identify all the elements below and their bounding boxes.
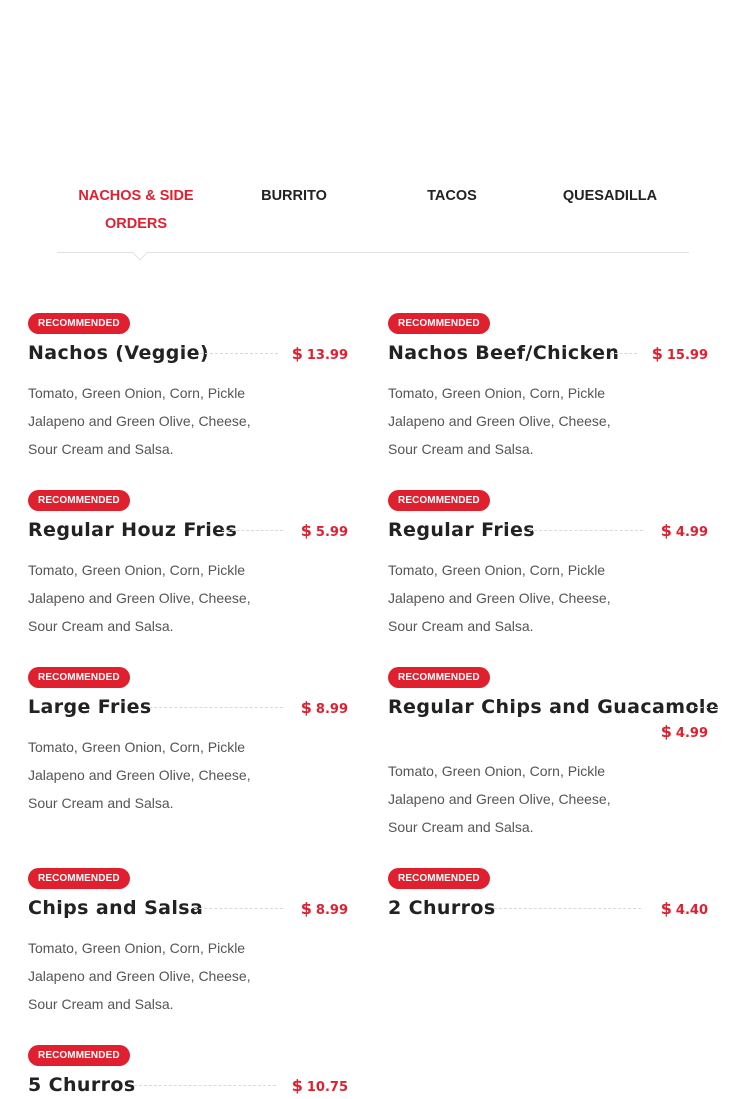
category-tabs [57,182,689,253]
dotted-leader [200,353,278,354]
recommended-badge: RECOMMENDED [388,667,490,688]
active-tab-indicator [132,244,149,261]
dotted-leader [134,1085,276,1086]
menu-item[interactable] [388,313,708,463]
currency-symbol: $ [300,899,312,918]
item-name: 5 Churros [28,1074,136,1096]
item-name: Regular Chips and Guacamole [388,696,720,718]
item-description: Tomato, Green Onion, Corn, Pickle Jalapeno and Green Olive, Cheese, Sour Cream and Salsa. [28,739,251,811]
currency-symbol: $ [660,722,672,741]
item-price [661,721,708,745]
item-name: Regular Fries [388,519,536,541]
dotted-leader [690,707,718,708]
recommended-badge: RECOMMENDED [388,490,490,511]
dotted-leader [529,530,643,531]
currency-symbol: $ [300,521,312,540]
item-price [301,520,348,544]
item-name: Large Fries [28,696,152,718]
item-price [292,343,348,367]
tab-nachos-side-orders[interactable] [57,182,215,238]
item-name: 2 Churros [388,897,496,919]
price-value: 13.99 [306,348,348,363]
currency-symbol: $ [291,1076,303,1095]
dotted-leader [149,707,283,708]
tab-label: QUESADILLA [562,188,658,204]
price-value: 8.99 [315,702,348,717]
menu-item[interactable] [28,667,348,817]
dotted-leader [610,353,637,354]
dotted-leader [494,908,641,909]
tab-burrito[interactable] [215,182,373,210]
item-price [301,898,348,922]
recommended-badge: RECOMMENDED [388,313,490,334]
item-description: Tomato, Green Onion, Corn, Pickle Jalapeno and Green Olive, Cheese, Sour Cream and Salsa. [28,385,251,457]
item-description: Tomato, Green Onion, Corn, Pickle Jalapeno and Green Olive, Cheese, Sour Cream and Salsa. [388,562,611,634]
menu-item[interactable] [388,490,708,640]
item-price [652,343,708,367]
recommended-badge: RECOMMENDED [28,1045,130,1066]
price-value: 4.99 [675,726,708,741]
item-description: Tomato, Green Onion, Corn, Pickle Jalapeno and Green Olive, Cheese, Sour Cream and Salsa. [388,385,611,457]
item-price [292,1075,348,1099]
currency-symbol: $ [300,698,312,717]
tab-label: BURRITO [261,188,327,204]
price-value: 15.99 [666,348,708,363]
currency-symbol: $ [660,521,672,540]
item-name: Nachos Beef/Chicken [388,342,620,364]
item-description: Tomato, Green Onion, Corn, Pickle Jalapeno and Green Olive, Cheese, Sour Cream and Salsa. [28,562,251,634]
menu-item[interactable] [28,1045,348,1096]
menu-item[interactable] [28,868,348,1018]
menu-item[interactable] [388,667,718,842]
item-name: Regular Houz Fries [28,519,238,541]
dotted-leader [222,530,283,531]
menu-item[interactable] [28,313,348,463]
item-description: Tomato, Green Onion, Corn, Pickle Jalapeno and Green Olive, Cheese, Sour Cream and Salsa. [388,763,611,835]
recommended-badge: RECOMMENDED [28,313,130,334]
menu-item[interactable] [388,868,708,938]
tab-label: TACOS [427,188,477,204]
menu-item[interactable] [28,490,348,640]
recommended-badge: RECOMMENDED [28,490,130,511]
price-value: 4.40 [675,903,708,918]
currency-symbol: $ [660,899,672,918]
price-value: 4.99 [675,525,708,540]
item-name: Nachos (Veggie) [28,342,210,364]
recommended-badge: RECOMMENDED [28,868,130,889]
item-price [301,697,348,721]
price-value: 8.99 [315,903,348,918]
recommended-badge: RECOMMENDED [388,868,490,889]
item-name: Chips and Salsa [28,897,204,919]
currency-symbol: $ [651,344,663,363]
price-value: 10.75 [306,1080,348,1095]
price-value: 5.99 [315,525,348,540]
tab-quesadilla[interactable] [531,182,689,210]
currency-symbol: $ [291,344,303,363]
item-description: Tomato, Green Onion, Corn, Pickle Jalapeno and Green Olive, Cheese, Sour Cream and Salsa. [28,940,251,1012]
item-price [661,520,708,544]
tab-label: NACHOS & SIDE ORDERS [78,188,194,232]
recommended-badge: RECOMMENDED [28,667,130,688]
item-price [661,898,708,922]
dotted-leader [194,908,283,909]
tab-tacos[interactable] [373,182,531,210]
